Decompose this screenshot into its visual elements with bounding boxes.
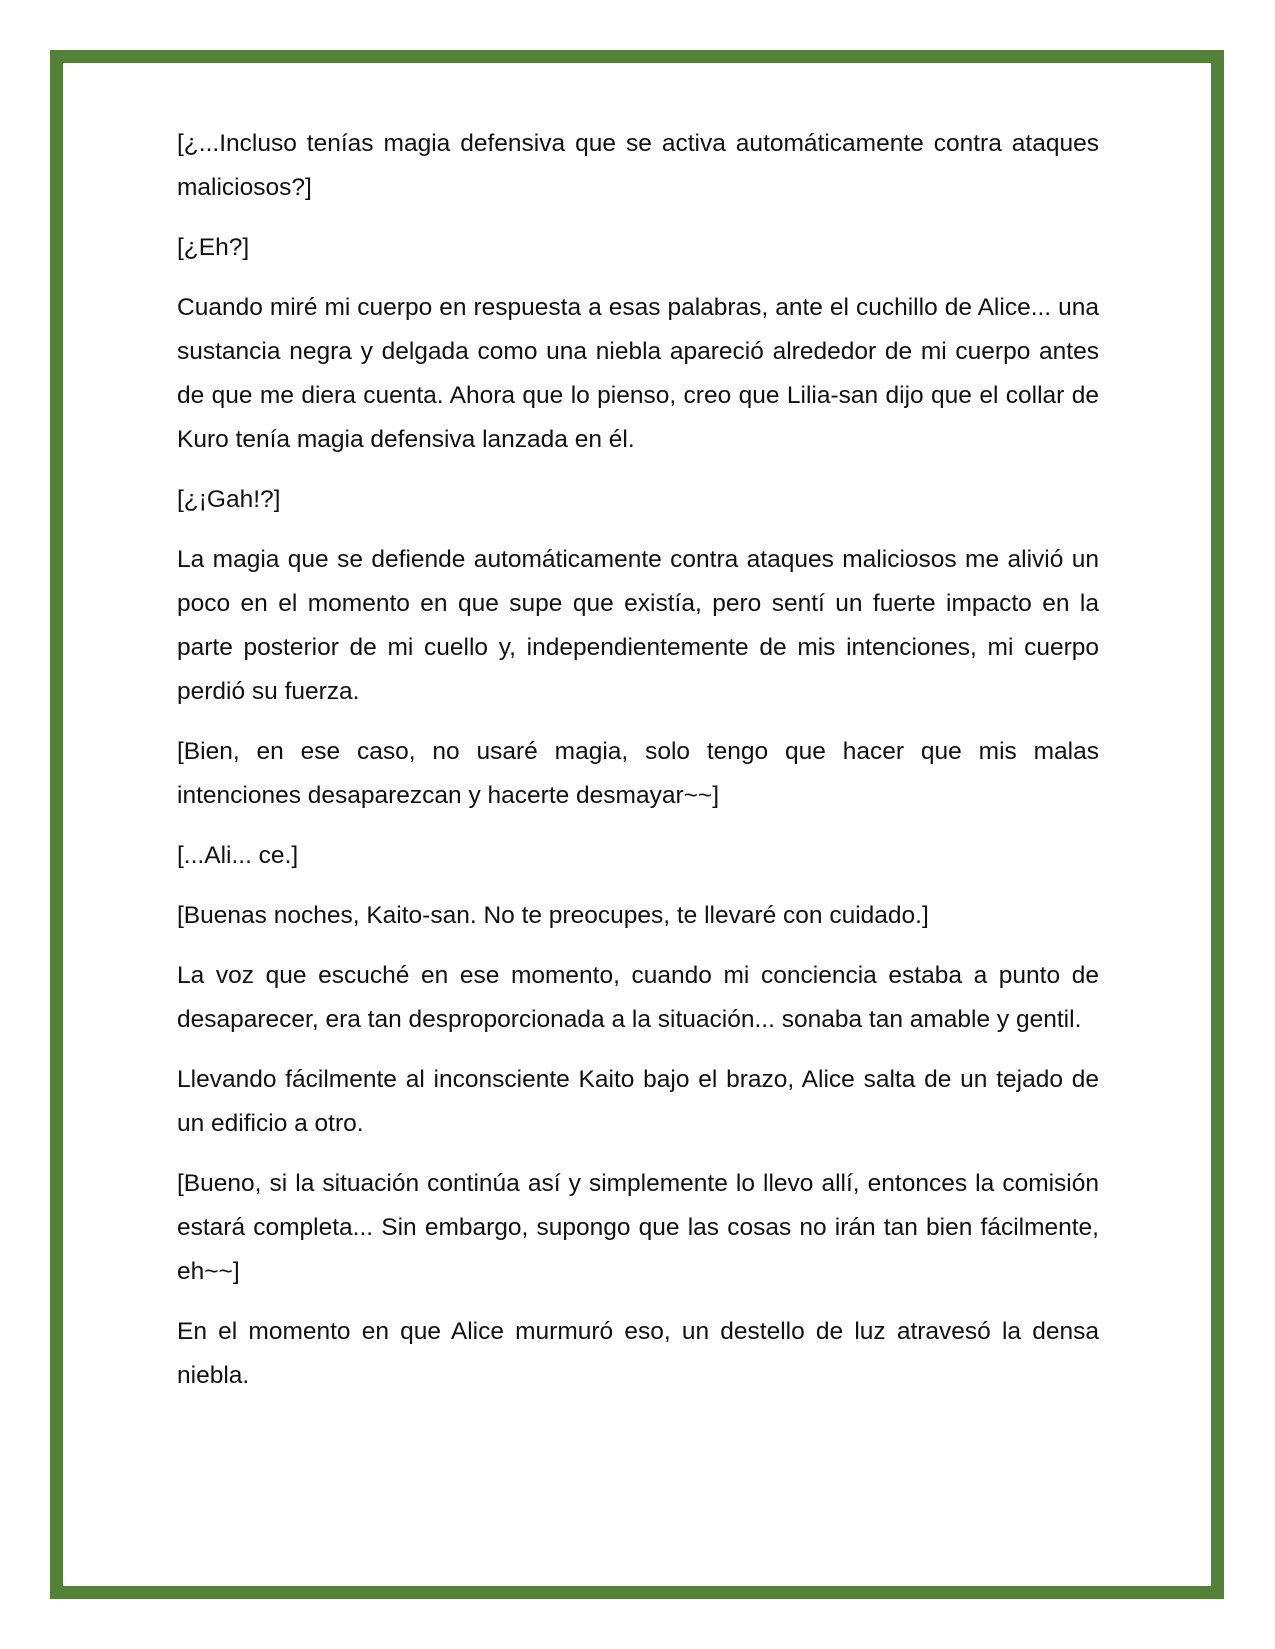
paragraph-10: Llevando fácilmente al inconsciente Kaito bajo el brazo, Alice salta de un tejado de un edificio a otro. (177, 1066, 1099, 1137)
document-body (177, 122, 1099, 1414)
paragraph-1: [¿...Incluso tenías magia defensiva que se activa automáticamente contra ataques maliciosos?] (177, 130, 1099, 201)
paragraph-4: [¿¡Gah!?] (177, 486, 281, 513)
paragraph-8: [Buenas noches, Kaito-san. No te preocupes, te llevaré con cuidado.] (177, 902, 929, 929)
paragraph-7: [...Ali... ce.] (177, 842, 299, 869)
paragraph-6: [Bien, en ese caso, no usaré magia, solo tengo que hacer que mis malas intenciones desaparezcan y hacerte desmayar~~] (177, 738, 1099, 809)
paragraph-12: En el momento en que Alice murmuró eso, un destello de luz atravesó la densa niebla. (177, 1318, 1099, 1389)
paragraph-3: Cuando miré mi cuerpo en respuesta a esas palabras, ante el cuchillo de Alice... una sustancia negra y delgada como una niebla apareció alrededor de mi cuerpo antes de que me diera cuenta. Ahora que lo pienso, creo que Lilia-san dijo que el collar de Kuro tenía magia defensiva lanzada en él. (177, 294, 1099, 453)
paragraph-9: La voz que escuché en ese momento, cuando mi conciencia estaba a punto de desaparecer, era tan desproporcionada a la situación... sonaba tan amable y gentil. (177, 962, 1099, 1033)
paragraph-2: [¿Eh?] (177, 234, 250, 261)
paragraph-11: [Bueno, si la situación continúa así y simplemente lo llevo allí, entonces la comisión estará completa... Sin embargo, supongo que las cosas no irán tan bien fácilmente, eh~~] (177, 1170, 1099, 1285)
paragraph-5: La magia que se defiende automáticamente contra ataques maliciosos me alivió un poco en el momento en que supe que existía, pero sentí un fuerte impacto en la parte posterior de mi cuello y, independientemente de mis intenciones, mi cuerpo perdió su fuerza. (177, 546, 1099, 705)
